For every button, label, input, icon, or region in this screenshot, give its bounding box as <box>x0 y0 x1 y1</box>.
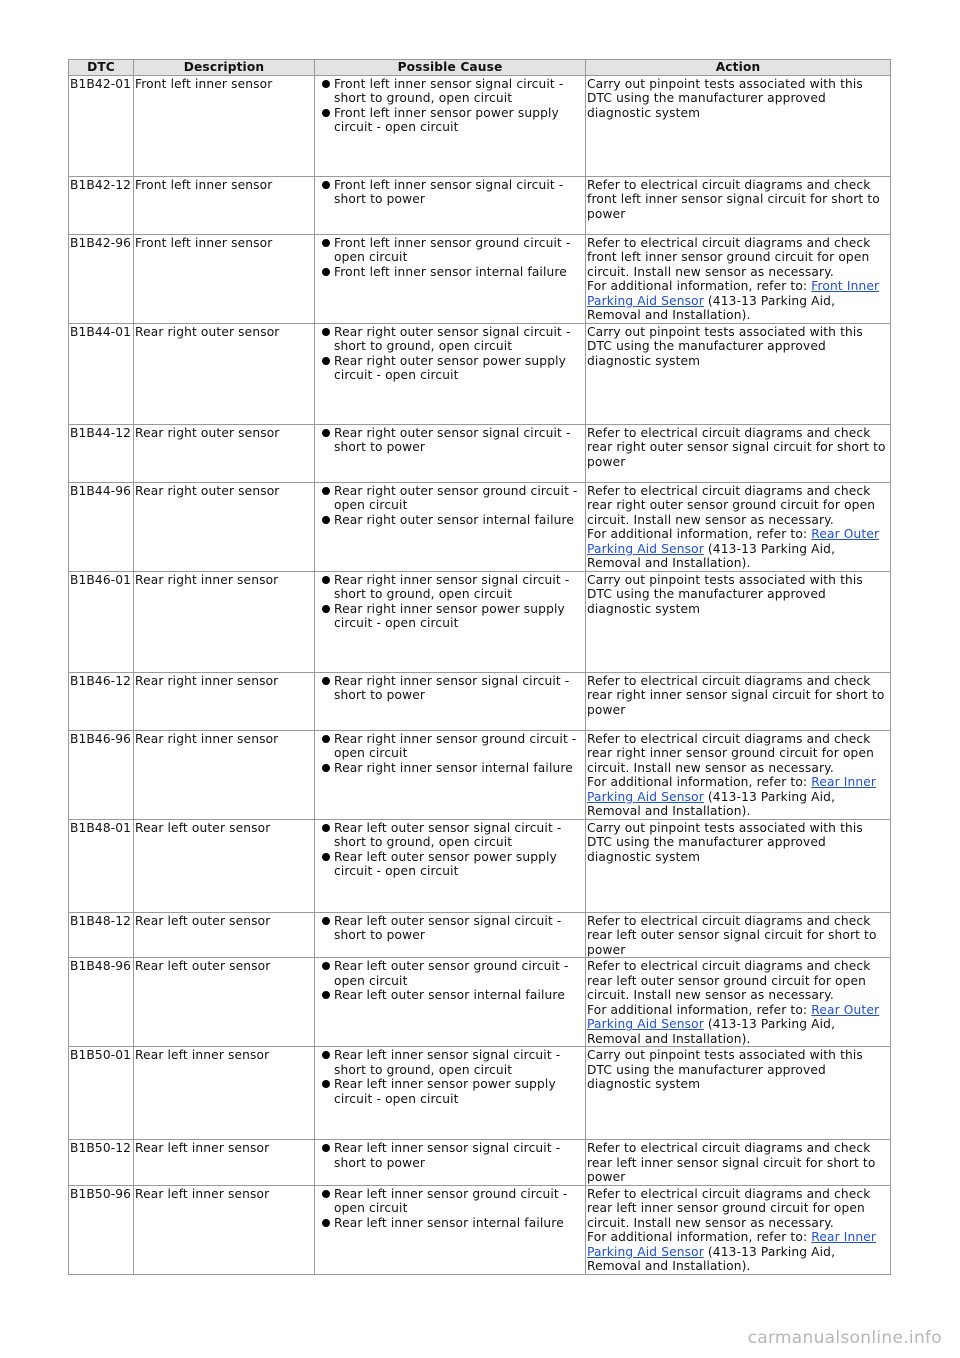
cause-text: Rear left inner sensor signal circuit - short to power <box>334 1141 561 1170</box>
cause-bullet-item <box>316 354 584 383</box>
cause-bullet-item <box>316 761 584 776</box>
cause-bullet-item <box>316 325 584 354</box>
cause-text: Rear right inner sensor signal circuit - short to power <box>334 673 570 702</box>
dtc-description: Rear right outer sensor <box>134 482 315 571</box>
cause-bullet-item <box>316 1077 584 1106</box>
cause-bullet-item <box>316 732 584 761</box>
bullet-dot-icon <box>316 959 334 973</box>
dtc-code: B1B48-96 <box>69 958 134 1047</box>
bullet-dot-icon <box>316 732 334 746</box>
action-text: Refer to electrical circuit diagrams and check rear left outer sensor ground circuit for open circuit. Install new sensor as necessary. <box>587 959 871 1002</box>
dtc-code: B1B50-01 <box>69 1047 134 1140</box>
info-prefix: For additional information, refer to: <box>587 775 812 789</box>
cause-text: Rear left outer sensor ground circuit - open circuit <box>334 959 569 988</box>
dtc-code: B1B44-96 <box>69 482 134 571</box>
dtc-code: B1B46-96 <box>69 730 134 819</box>
dtc-description: Rear left outer sensor <box>134 912 315 958</box>
cause-text: Rear right outer sensor signal circuit - short to ground, open circuit <box>334 324 571 353</box>
bullet-dot-icon <box>316 106 334 120</box>
dtc-table <box>68 59 891 1275</box>
table-header <box>69 60 891 76</box>
cause-text: Rear left inner sensor internal failure <box>334 1215 564 1230</box>
reference-link[interactable]: Rear Inner Parking Aid Sensor <box>587 775 877 804</box>
possible-cause-cell <box>315 234 586 323</box>
reference-link[interactable]: Rear Outer Parking Aid Sensor <box>587 1002 880 1031</box>
action-cell <box>586 482 891 571</box>
cause-bullet-item <box>316 850 584 879</box>
possible-cause-cell <box>315 323 586 424</box>
dtc-description: Front left inner sensor <box>134 176 315 234</box>
bullet-dot-icon <box>316 602 334 616</box>
action-cell <box>586 1140 891 1186</box>
cause-text: Rear left outer sensor power supply circuit - open circuit <box>334 849 557 878</box>
action-cell <box>586 672 891 730</box>
reference-link[interactable]: Rear Outer Parking Aid Sensor <box>587 527 880 556</box>
info-suffix: (413-13 Parking Aid, Removal and Installation). <box>587 789 836 818</box>
dtc-description: Rear right outer sensor <box>134 424 315 482</box>
table-row <box>69 75 891 176</box>
cause-bullet-item <box>316 77 584 106</box>
table-row <box>69 323 891 424</box>
bullet-dot-icon <box>316 484 334 498</box>
action-cell <box>586 75 891 176</box>
possible-cause-cell <box>315 1140 586 1186</box>
dtc-description: Rear left inner sensor <box>134 1185 315 1274</box>
cause-bullet-item <box>316 1187 584 1216</box>
cause-bullet-item <box>316 988 584 1003</box>
cause-bullet-item <box>316 959 584 988</box>
action-cell <box>586 1185 891 1274</box>
possible-cause-cell <box>315 176 586 234</box>
cause-bullet-item <box>316 821 584 850</box>
info-suffix: (413-13 Parking Aid, Removal and Installation). <box>587 1017 836 1046</box>
possible-cause-cell <box>315 730 586 819</box>
possible-cause-cell <box>315 672 586 730</box>
possible-cause-cell <box>315 819 586 912</box>
table-row <box>69 912 891 958</box>
bullet-dot-icon <box>316 236 334 250</box>
reference-link[interactable]: Rear Inner Parking Aid Sensor <box>587 1230 877 1259</box>
table-row <box>69 424 891 482</box>
dtc-code: B1B46-01 <box>69 571 134 672</box>
header-row <box>69 60 891 76</box>
action-cell <box>586 958 891 1047</box>
action-text: Carry out pinpoint tests associated with this DTC using the manufacturer approved diagnostic system <box>587 324 863 368</box>
cause-bullet-item <box>316 674 584 703</box>
bullet-dot-icon <box>316 354 334 368</box>
action-text: Refer to electrical circuit diagrams and check rear right outer sensor ground circuit for open circuit. Install new sensor as necessary. <box>587 483 876 527</box>
bullet-dot-icon <box>316 1187 334 1201</box>
possible-cause-cell <box>315 1185 586 1274</box>
table-row <box>69 730 891 819</box>
cause-text: Rear right inner sensor internal failure <box>334 760 573 775</box>
bullet-dot-icon <box>316 850 334 864</box>
table-row <box>69 571 891 672</box>
header-dtc: DTC <box>69 60 134 76</box>
action-text: Carry out pinpoint tests associated with this DTC using the manufacturer approved diagnostic system <box>587 820 863 864</box>
info-prefix: For additional information, refer to: <box>587 1002 812 1017</box>
action-cell <box>586 912 891 958</box>
dtc-code: B1B48-12 <box>69 912 134 958</box>
bullet-dot-icon <box>316 1216 334 1230</box>
action-text: Refer to electrical circuit diagrams and check rear right inner sensor ground circuit for open circuit. Install new sensor as necessary. <box>587 731 874 775</box>
table-row <box>69 958 891 1047</box>
dtc-code: B1B50-12 <box>69 1140 134 1186</box>
cause-text: Front left inner sensor signal circuit - short to power <box>334 177 564 206</box>
cause-bullet-item <box>316 513 584 528</box>
cause-bullet-item <box>316 602 584 631</box>
dtc-description: Rear right outer sensor <box>134 323 315 424</box>
cause-text: Rear left inner sensor ground circuit - open circuit <box>334 1186 568 1215</box>
header-action: Action <box>586 60 891 76</box>
watermark: carmanualsonline.info <box>747 1328 942 1348</box>
possible-cause-cell <box>315 1047 586 1140</box>
reference-link[interactable]: Front Inner Parking Aid Sensor <box>587 279 880 308</box>
dtc-description: Front left inner sensor <box>134 234 315 323</box>
table-row <box>69 819 891 912</box>
dtc-description: Rear left inner sensor <box>134 1140 315 1186</box>
info-prefix: For additional information, refer to: <box>587 527 812 541</box>
bullet-dot-icon <box>316 821 334 835</box>
action-text: Carry out pinpoint tests associated with this DTC using the manufacturer approved diagnostic system <box>587 76 863 120</box>
table-row <box>69 1185 891 1274</box>
cause-text: Front left inner sensor signal circuit - short to ground, open circuit <box>334 76 564 105</box>
cause-text: Rear left outer sensor signal circuit - short to power <box>334 913 562 942</box>
dtc-code: B1B50-96 <box>69 1185 134 1274</box>
cause-text: Front left inner sensor ground circuit - open circuit <box>334 235 571 264</box>
cause-bullet-item <box>316 1048 584 1077</box>
action-text: Refer to electrical circuit diagrams and check front left inner sensor signal circuit for short to power <box>587 177 880 221</box>
cause-text: Rear right inner sensor power supply circuit - open circuit <box>334 601 565 630</box>
table-body <box>69 75 891 1274</box>
cause-text: Front left inner sensor internal failure <box>334 264 567 279</box>
cause-bullet-item <box>316 573 584 602</box>
dtc-description: Rear left inner sensor <box>134 1047 315 1140</box>
table-row <box>69 176 891 234</box>
bullet-dot-icon <box>316 1141 334 1155</box>
bullet-dot-icon <box>316 325 334 339</box>
bullet-dot-icon <box>316 573 334 587</box>
action-cell <box>586 323 891 424</box>
cause-text: Rear left inner sensor signal circuit - short to ground, open circuit <box>334 1048 561 1077</box>
cause-text: Rear right outer sensor signal circuit - short to power <box>334 425 571 454</box>
cause-bullet-item <box>316 914 584 943</box>
cause-text: Front left inner sensor power supply circuit - open circuit <box>334 105 559 134</box>
dtc-description: Rear right inner sensor <box>134 672 315 730</box>
cause-bullet-item <box>316 106 584 135</box>
header-description: Description <box>134 60 315 76</box>
dtc-code: B1B42-12 <box>69 176 134 234</box>
bullet-dot-icon <box>316 513 334 527</box>
cause-bullet-item <box>316 1141 584 1170</box>
possible-cause-cell <box>315 482 586 571</box>
table-row <box>69 234 891 323</box>
cause-bullet-item <box>316 484 584 513</box>
table-row <box>69 482 891 571</box>
bullet-dot-icon <box>316 914 334 928</box>
action-text: Refer to electrical circuit diagrams and check front left inner sensor ground circuit for open circuit. Install new sensor as necessary. <box>587 235 871 279</box>
table-row <box>69 672 891 730</box>
dtc-description: Rear right inner sensor <box>134 730 315 819</box>
dtc-code: B1B48-01 <box>69 819 134 912</box>
action-cell <box>586 424 891 482</box>
possible-cause-cell <box>315 958 586 1047</box>
possible-cause-cell <box>315 424 586 482</box>
action-text: Refer to electrical circuit diagrams and check rear right outer sensor signal circuit for short to power <box>587 425 886 469</box>
possible-cause-cell <box>315 75 586 176</box>
bullet-dot-icon <box>316 988 334 1002</box>
action-text: Refer to electrical circuit diagrams and check rear left inner sensor signal circuit for short to power <box>587 1141 876 1184</box>
action-cell <box>586 730 891 819</box>
info-suffix: (413-13 Parking Aid, Removal and Installation). <box>587 293 836 322</box>
cause-text: Rear right outer sensor power supply circuit - open circuit <box>334 353 566 382</box>
cause-bullet-item <box>316 178 584 207</box>
cause-text: Rear right inner sensor signal circuit - short to ground, open circuit <box>334 572 570 601</box>
bullet-dot-icon <box>316 1048 334 1062</box>
action-text: Carry out pinpoint tests associated with this DTC using the manufacturer approved diagnostic system <box>587 572 863 616</box>
cause-bullet-item <box>316 236 584 265</box>
cause-bullet-item <box>316 426 584 455</box>
possible-cause-cell <box>315 571 586 672</box>
action-cell <box>586 234 891 323</box>
cause-text: Rear right inner sensor ground circuit - open circuit <box>334 731 577 760</box>
table-row <box>69 1047 891 1140</box>
cause-text: Rear left outer sensor internal failure <box>334 988 565 1002</box>
action-cell <box>586 176 891 234</box>
bullet-dot-icon <box>316 761 334 775</box>
cause-bullet-item <box>316 1216 584 1231</box>
table-row <box>69 1140 891 1186</box>
cause-text: Rear right outer sensor ground circuit - open circuit <box>334 483 578 512</box>
cause-bullet-item <box>316 265 584 280</box>
cause-text: Rear right outer sensor internal failure <box>334 512 575 527</box>
cause-text: Rear left outer sensor signal circuit - short to ground, open circuit <box>334 820 562 849</box>
bullet-dot-icon <box>316 426 334 440</box>
info-suffix: (413-13 Parking Aid, Removal and Installation). <box>587 1244 836 1273</box>
action-text: Refer to electrical circuit diagrams and check rear left outer sensor signal circuit for short to power <box>587 913 877 957</box>
action-text: Carry out pinpoint tests associated with this DTC using the manufacturer approved diagnostic system <box>587 1048 863 1091</box>
bullet-dot-icon <box>316 178 334 192</box>
action-cell <box>586 1047 891 1140</box>
dtc-code: B1B42-01 <box>69 75 134 176</box>
dtc-code: B1B46-12 <box>69 672 134 730</box>
info-prefix: For additional information, refer to: <box>587 279 812 293</box>
dtc-description: Rear right inner sensor <box>134 571 315 672</box>
bullet-dot-icon <box>316 674 334 688</box>
bullet-dot-icon <box>316 1077 334 1091</box>
bullet-dot-icon <box>316 265 334 279</box>
action-text: Refer to electrical circuit diagrams and check rear left inner sensor ground circuit for open circuit. Install new sensor as necessary. <box>587 1186 871 1230</box>
header-possible-cause: Possible Cause <box>315 60 586 76</box>
dtc-description: Rear left outer sensor <box>134 819 315 912</box>
action-cell <box>586 571 891 672</box>
info-suffix: (413-13 Parking Aid, Removal and Installation). <box>587 541 836 570</box>
bullet-dot-icon <box>316 77 334 91</box>
dtc-code: B1B44-01 <box>69 323 134 424</box>
info-prefix: For additional information, refer to: <box>587 1230 812 1244</box>
dtc-code: B1B44-12 <box>69 424 134 482</box>
cause-text: Rear left inner sensor power supply circuit - open circuit <box>334 1077 556 1106</box>
dtc-description: Front left inner sensor <box>134 75 315 176</box>
action-text: Refer to electrical circuit diagrams and check rear right inner sensor signal circuit for short to power <box>587 673 885 717</box>
action-cell <box>586 819 891 912</box>
possible-cause-cell <box>315 912 586 958</box>
dtc-description: Rear left outer sensor <box>134 958 315 1047</box>
dtc-code: B1B42-96 <box>69 234 134 323</box>
